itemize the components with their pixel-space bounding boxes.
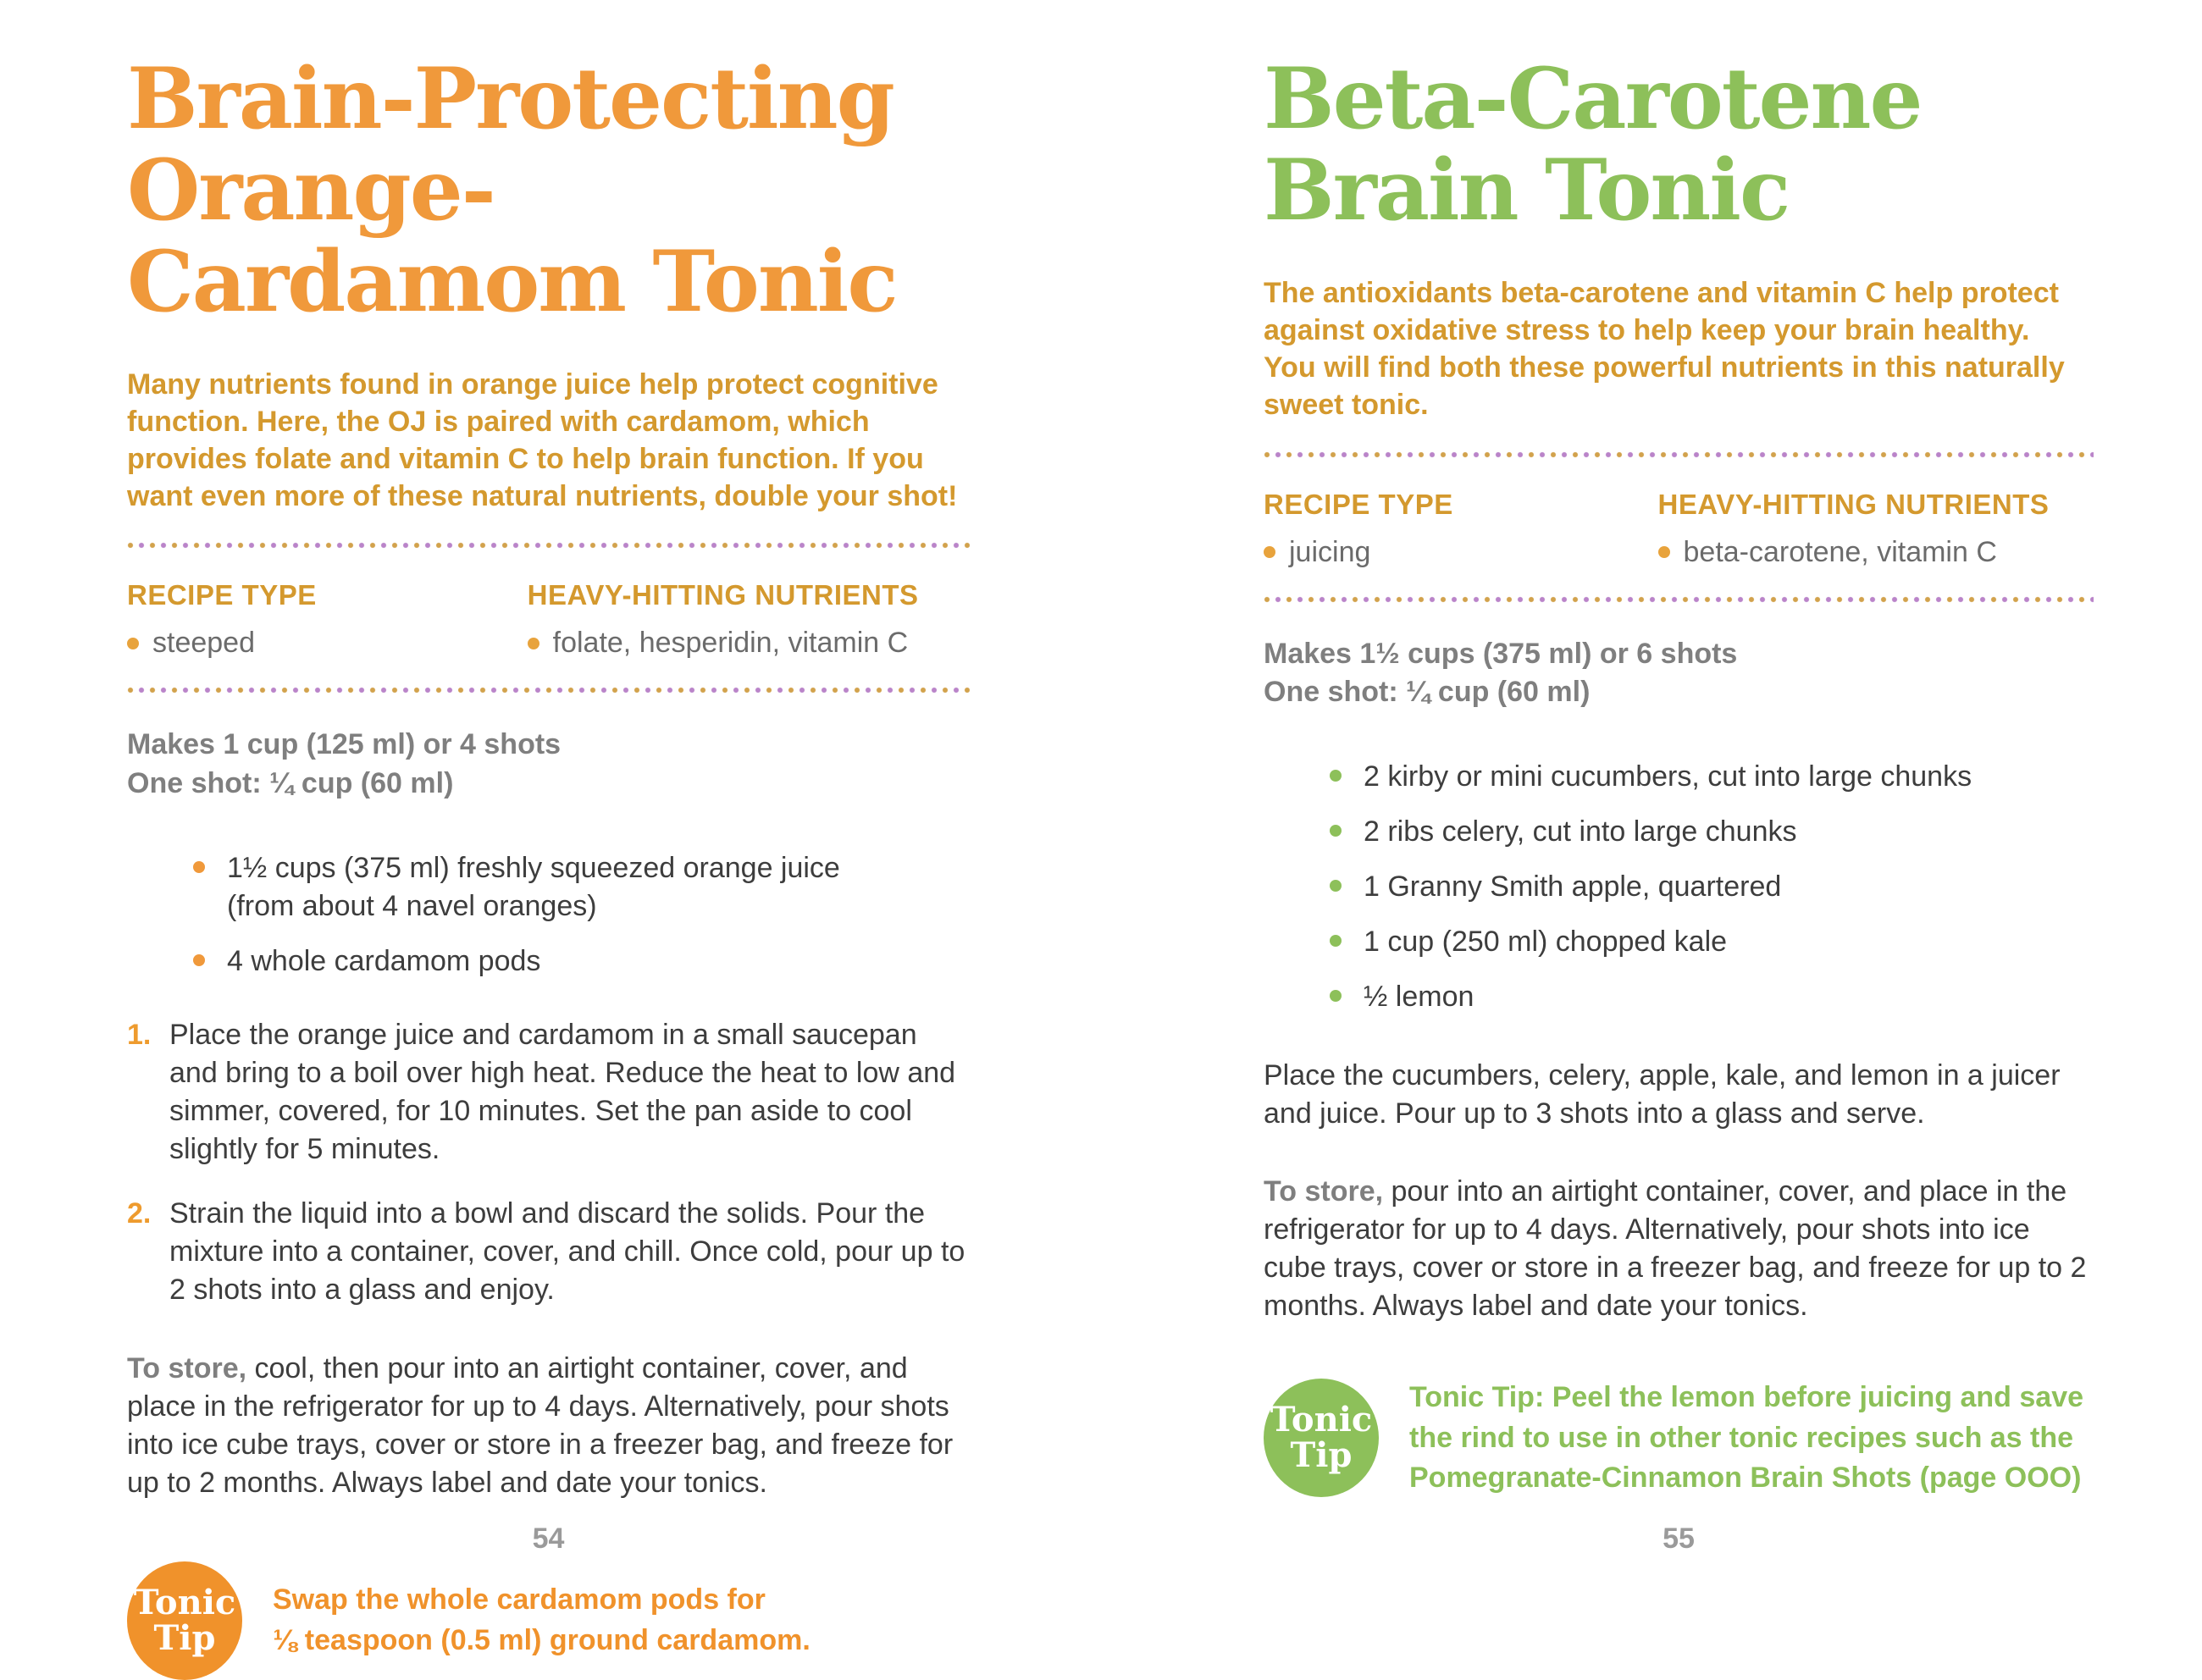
step-text: Strain the liquid into a bowl and discard the solids. Pour the mixture into a container, cover, and chill. Once cold, pour up to 2 shots into a glass and enjoy.: [169, 1197, 965, 1307]
page-title: [127, 50, 970, 331]
ingredient-text: 1 Granny Smith apple, quartered: [1364, 870, 1782, 904]
method-steps: [127, 1016, 970, 1309]
ingredient-item: [1330, 923, 2016, 961]
recipe-type-label: RECIPE TYPE: [127, 579, 317, 611]
dotted-divider: [1264, 596, 2094, 603]
tonic-tip-badge: [1264, 1379, 1379, 1497]
storage-text: cool, then pour into an airtight container, cover, and place in the refrigerator for up to 4 days. Alternatively, pour shots into ice cube trays, cover or store in a freezer bag, and freeze for up to 2 months. Always label and date your tonics.: [127, 1352, 954, 1499]
page-title-line: Brain Tonic: [1264, 141, 1790, 240]
recipe-intro: [1264, 274, 2094, 424]
intro-line: want even more of these natural nutrients, double your shot!: [127, 480, 958, 513]
tonic-tip: [1264, 1378, 2094, 1499]
storage-lead: To store,: [1264, 1175, 1384, 1208]
page-title-line: Brain-Protecting: [127, 50, 894, 148]
bullet-dot: [1658, 546, 1670, 558]
intro-line: function. Here, the OJ is paired with cardamom, which: [127, 405, 870, 438]
recipe-type-value: steeped: [152, 627, 255, 660]
tonic-tip-line: Swap the whole cardamom pods for: [273, 1583, 766, 1616]
ingredient-item: [1330, 978, 2016, 1016]
bullet-dot: [528, 638, 539, 649]
intro-line: sweet tonic.: [1264, 389, 1429, 422]
tonic-tip-line: the rind to use in other tonic recipes such as the: [1409, 1421, 2074, 1454]
page-title: [1264, 50, 2094, 240]
ingredient-text: 4 whole cardamom pods: [227, 945, 541, 977]
recipe-meta: [1264, 489, 2094, 569]
ingredient-text: 2 ribs celery, cut into large chunks: [1364, 815, 1797, 848]
bullet-dot: [127, 638, 139, 649]
yield-line: One shot: ¼ cup (60 ml): [1264, 676, 1591, 709]
bullet-dot: [193, 861, 205, 873]
nutrients-value: folate, hesperidin, vitamin C: [552, 627, 909, 660]
tonic-tip-badge-line: Tonic: [133, 1582, 236, 1622]
method-step: [127, 1016, 970, 1169]
step-number: 1.: [127, 1018, 152, 1051]
tonic-tip-line: Tonic Tip: Peel the lemon before juicing and save: [1409, 1380, 2084, 1413]
tonic-tip-text: [1409, 1378, 2083, 1499]
yield-block: [127, 726, 970, 804]
storage-text: pour into an airtight container, cover, and place in the refrigerator for up to 4 days. Alternatively, pour shots into ice cube trays, cover or store in a freezer bag, and freeze for up to 2 months. Always label and date your tonics.: [1264, 1175, 2087, 1323]
storage-note: [127, 1350, 970, 1502]
page-number: 55: [1663, 1522, 1695, 1555]
method-step: [127, 1195, 970, 1309]
page-title-line: Orange-: [127, 141, 495, 240]
intro-line: You will find both these powerful nutrients in this naturally: [1264, 351, 2065, 384]
intro-line: provides folate and vitamin C to help brain function. If you: [127, 443, 924, 476]
tonic-tip-badge-line: Tip: [153, 1617, 216, 1658]
ingredient-item: [1330, 813, 2016, 851]
nutrients-label: HEAVY-HITTING NUTRIENTS: [1657, 488, 2050, 520]
storage-note: [1264, 1173, 2094, 1325]
step-text: Place the orange juice and cardamom in a small saucepan and bring to a boil over high heat. Reduce the heat to low and simmer, covered, for 10 minutes. Set the pan aside to cool slightly for 5 minutes.: [169, 1018, 956, 1165]
bullet-dot: [1330, 770, 1342, 782]
recipe-type-value: juicing: [1289, 535, 1371, 568]
nutrients-block: [528, 579, 919, 660]
recipe-intro: [127, 366, 970, 516]
recipe-type-block: [127, 579, 528, 660]
ingredient-list: [127, 849, 970, 981]
ingredient-text: 1½ cups (375 ml) freshly squeezed orange juice (from about 4 navel oranges): [227, 852, 840, 923]
bullet-dot: [1330, 990, 1342, 1002]
intro-line: The antioxidants beta-carotene and vitamin C help protect: [1264, 276, 2059, 309]
recipe-meta: [127, 579, 970, 660]
yield-line: One shot: ¼ cup (60 ml): [127, 767, 454, 800]
ingredient-text: ½ lemon: [1364, 980, 1474, 1013]
bullet-dot: [1330, 825, 1342, 837]
tonic-tip-text: [273, 1580, 811, 1661]
storage-lead: To store,: [127, 1352, 247, 1384]
dotted-divider: [127, 542, 970, 549]
ingredient-item: [1330, 758, 2016, 796]
dotted-divider: [1264, 451, 2094, 458]
yield-block: [1264, 635, 2094, 713]
method-paragraph: Place the cucumbers, celery, apple, kale, and lemon in a juicer and juice. Pour up to 3 shots into a glass and serve.: [1264, 1058, 2061, 1130]
dotted-divider: [127, 687, 970, 694]
recipe-type-block: [1264, 489, 1658, 569]
yield-line: Makes 1½ cups (375 ml) or 6 shots: [1264, 637, 1738, 670]
tonic-tip-badge-line: Tonic: [1270, 1400, 1373, 1440]
tonic-tip-badge-line: Tip: [1290, 1435, 1353, 1476]
page-title-line: Beta-Carotene: [1264, 50, 1922, 148]
bullet-dot: [1330, 880, 1342, 892]
bullet-dot: [1264, 546, 1275, 558]
tonic-tip: [127, 1561, 970, 1680]
recipe-page-right: [1264, 0, 2094, 1601]
nutrients-value: beta-carotene, vitamin C: [1683, 535, 1997, 568]
step-number: 2.: [127, 1197, 152, 1230]
ingredient-item: [1330, 868, 2016, 906]
intro-line: Many nutrients found in orange juice help protect cognitive: [127, 368, 938, 401]
intro-line: against oxidative stress to help keep your brain healthy.: [1264, 314, 2030, 346]
ingredient-text: 2 kirby or mini cucumbers, cut into large chunks: [1364, 760, 1972, 793]
nutrients-item: [1658, 536, 2050, 569]
tonic-tip-line: ⅛ teaspoon (0.5 ml) ground cardamom.: [273, 1623, 811, 1656]
nutrients-item: [528, 627, 919, 660]
page-number: 54: [532, 1522, 565, 1555]
bullet-dot: [193, 954, 205, 966]
recipe-type-item: [1264, 536, 1658, 569]
tonic-tip-line: Pomegranate-Cinnamon Brain Shots (page OOO): [1409, 1462, 2082, 1495]
yield-line: Makes 1 cup (125 ml) or 4 shots: [127, 728, 562, 761]
nutrients-block: [1658, 489, 2050, 569]
ingredient-text: 1 cup (250 ml) chopped kale: [1364, 925, 1728, 958]
page-title-line: Cardamom Tonic: [127, 232, 897, 331]
ingredient-item: [193, 942, 879, 981]
recipe-type-item: [127, 627, 528, 660]
ingredient-list: [1264, 758, 2094, 1015]
tonic-tip-badge: [127, 1561, 242, 1680]
recipe-type-label: RECIPE TYPE: [1264, 488, 1453, 520]
ingredient-item: [193, 849, 879, 926]
bullet-dot: [1330, 935, 1342, 947]
recipe-page-left: [127, 0, 970, 1658]
nutrients-label: HEAVY-HITTING NUTRIENTS: [527, 579, 919, 611]
